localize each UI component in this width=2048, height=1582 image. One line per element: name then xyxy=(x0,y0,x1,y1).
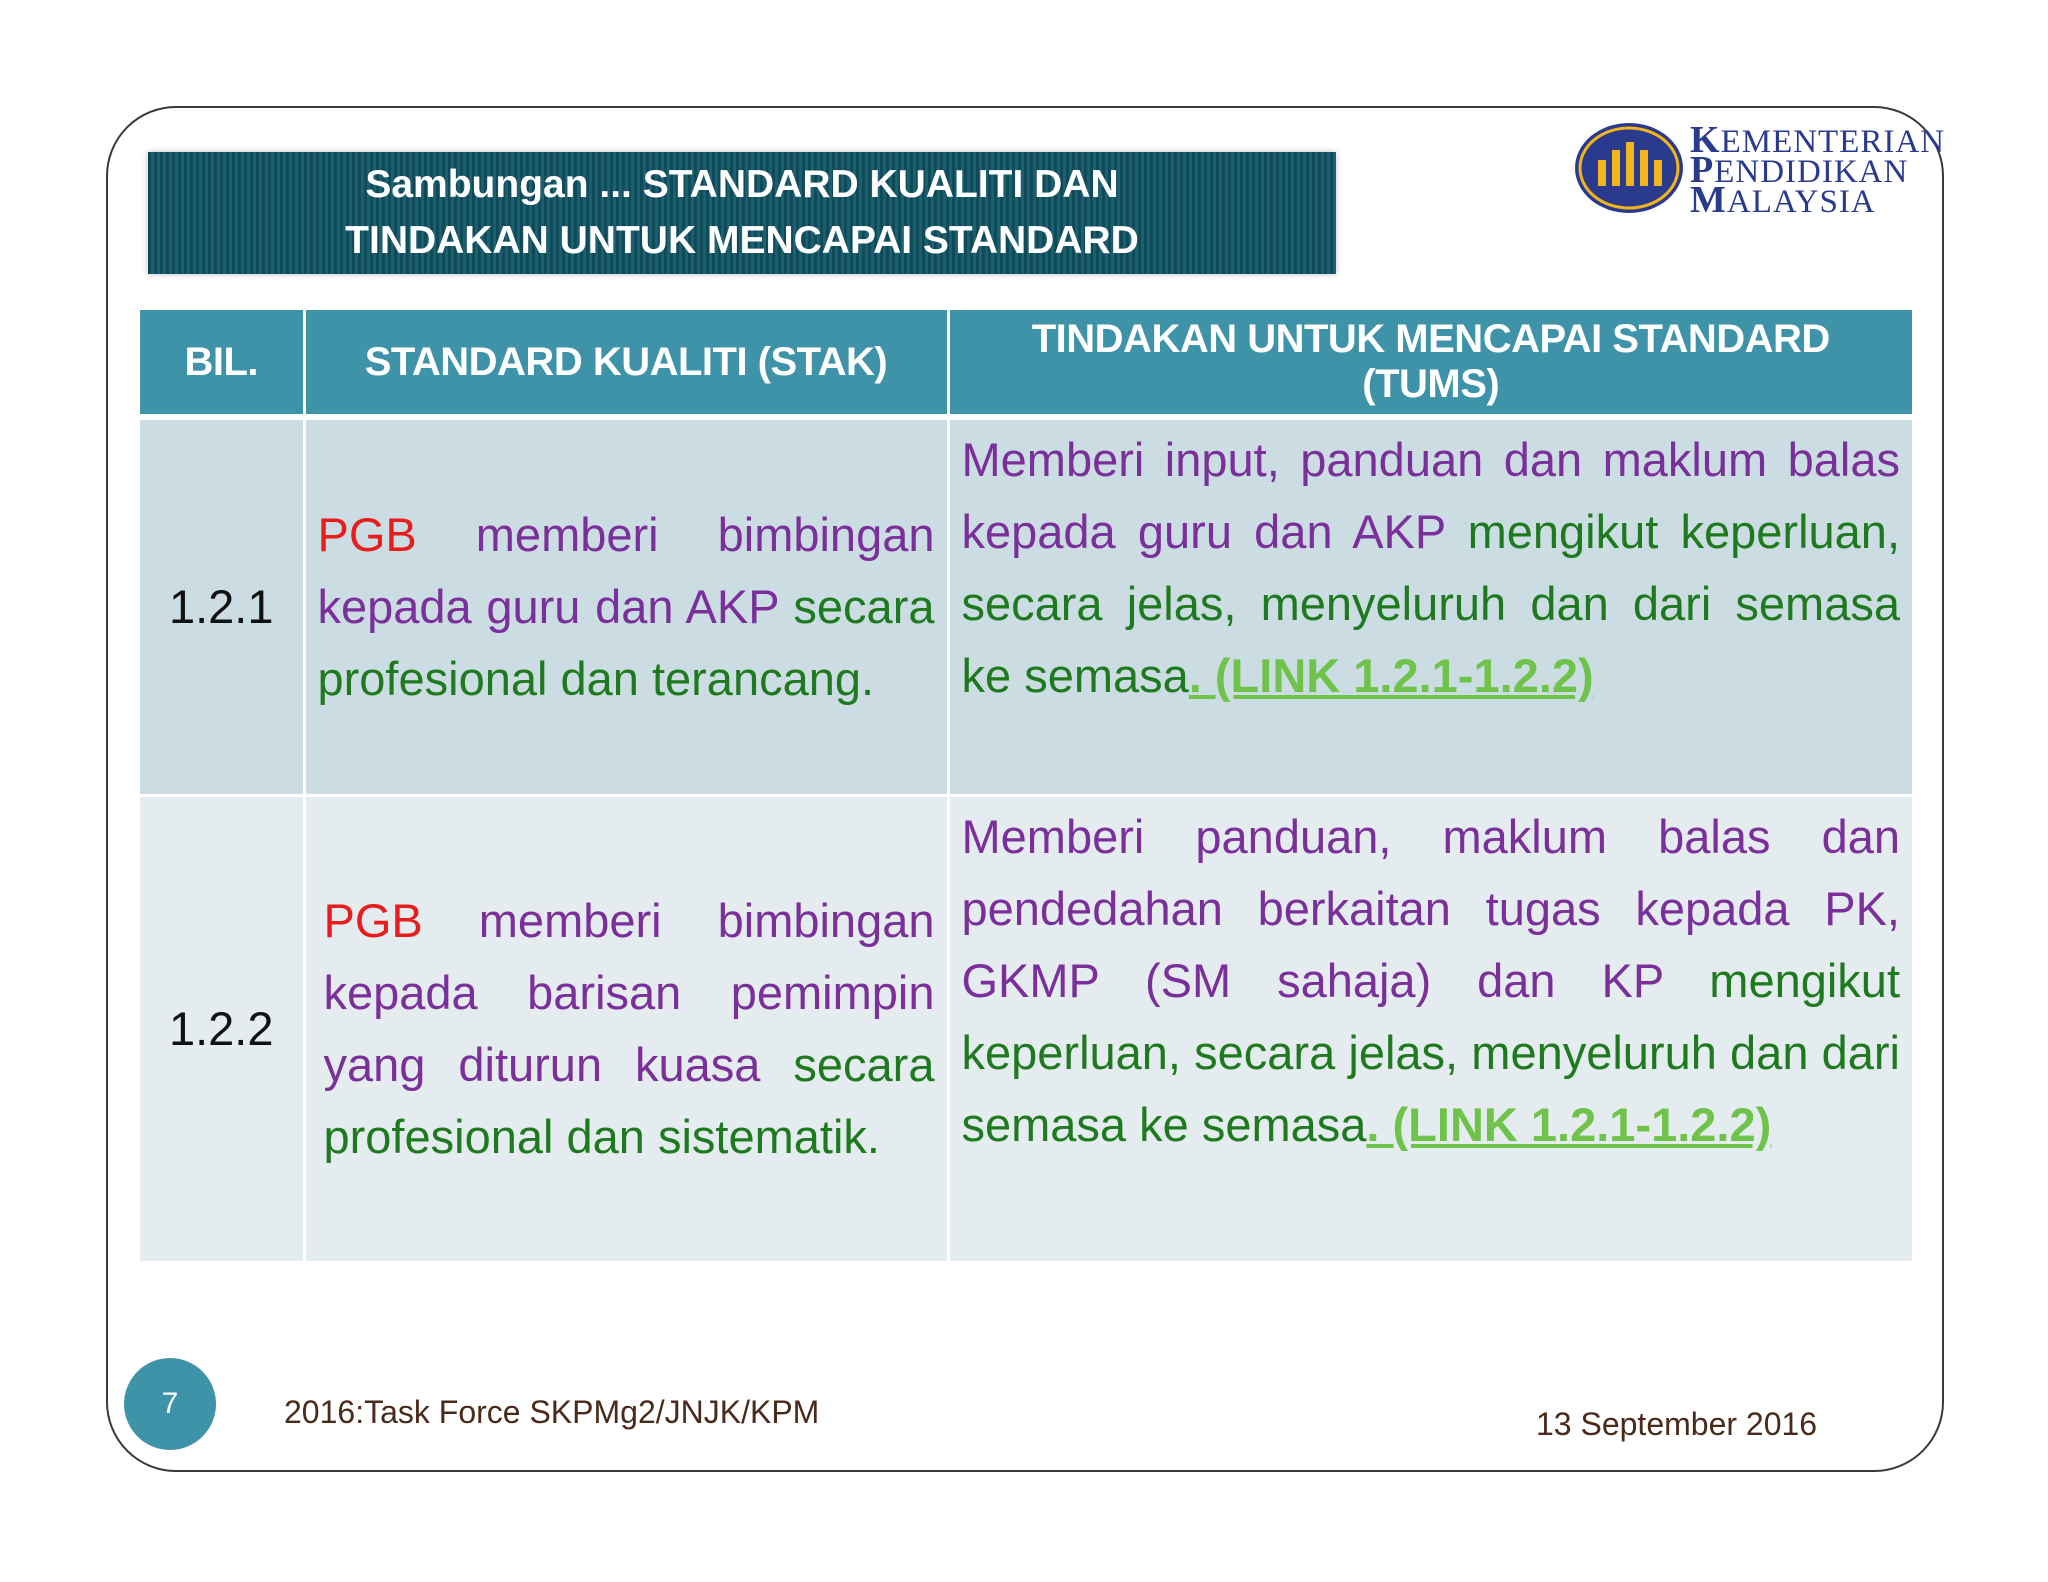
row-stak xyxy=(304,796,948,1263)
ministry-name-line-1: KEMENTERIAN xyxy=(1690,119,1946,161)
tums-link[interactable]: . (LINK 1.2.1-1.2.2) xyxy=(1366,1098,1772,1151)
standards-table xyxy=(140,310,1912,1264)
banner-line-2: TINDAKAN UNTUK MENCAPAI STANDARD xyxy=(345,219,1139,262)
table-header-row xyxy=(140,310,1912,417)
stak-subject: PGB xyxy=(317,508,417,561)
ministry-name xyxy=(1690,119,1946,221)
page-number-badge: 7 xyxy=(124,1358,216,1450)
tums-link[interactable]: . (LINK 1.2.1-1.2.2) xyxy=(1188,649,1594,702)
footer-source: 2016:Task Force SKPMg2/JNJK/KPM xyxy=(284,1394,820,1430)
banner-line-1: Sambungan ... STANDARD KUALITI DAN xyxy=(365,163,1119,206)
row-stak xyxy=(304,417,948,796)
ministry-logo xyxy=(1574,119,1946,221)
header-bil: BIL. xyxy=(140,310,304,417)
stak-purple-text: memberi bimbingan kepada guru dan AKP xyxy=(317,508,935,633)
ministry-name-line-2: PENDIDIKAN xyxy=(1690,149,1909,191)
header-tums: TINDAKAN UNTUK MENCAPAI STANDARD (TUMS) xyxy=(948,310,1912,417)
row-tums xyxy=(948,417,1912,796)
tums-green-text: mengikut keperluan, secara jelas, menyeluruh dan dari semasa ke semasa xyxy=(961,505,1901,702)
stak-subject: PGB xyxy=(323,894,423,947)
row-bil: 1.2.1 xyxy=(140,417,304,796)
row-tums xyxy=(948,796,1912,1263)
stak-green-text: secara profesional dan terancang. xyxy=(317,580,935,705)
row-bil: 1.2.2 xyxy=(140,796,304,1263)
stak-green-text: secara profesional dan sistematik. xyxy=(323,1038,935,1163)
header-stak: STANDARD KUALITI (STAK) xyxy=(304,310,948,417)
ministry-name-line-3: MALAYSIA xyxy=(1690,179,1876,221)
tums-purple-text: Memberi input, panduan dan maklum balas kepada guru dan AKP xyxy=(961,433,1900,558)
tums-green-text: mengikut keperluan, secara jelas, menyeluruh dan dari semasa ke semasa xyxy=(961,954,1900,1151)
tums-purple-text: Memberi panduan, maklum balas dan pendedahan berkaitan tugas kepada PK, GKMP (SM sahaja) dan KP xyxy=(961,810,1900,1007)
table-row xyxy=(140,417,1912,796)
footer-date: 13 September 2016 xyxy=(1536,1406,1818,1442)
table-row xyxy=(140,796,1912,1263)
stak-purple-text: memberi bimbingan kepada barisan pemimpin yang diturun kuasa xyxy=(323,894,935,1091)
title-banner xyxy=(148,152,1336,274)
kpm-emblem-icon xyxy=(1574,122,1684,214)
